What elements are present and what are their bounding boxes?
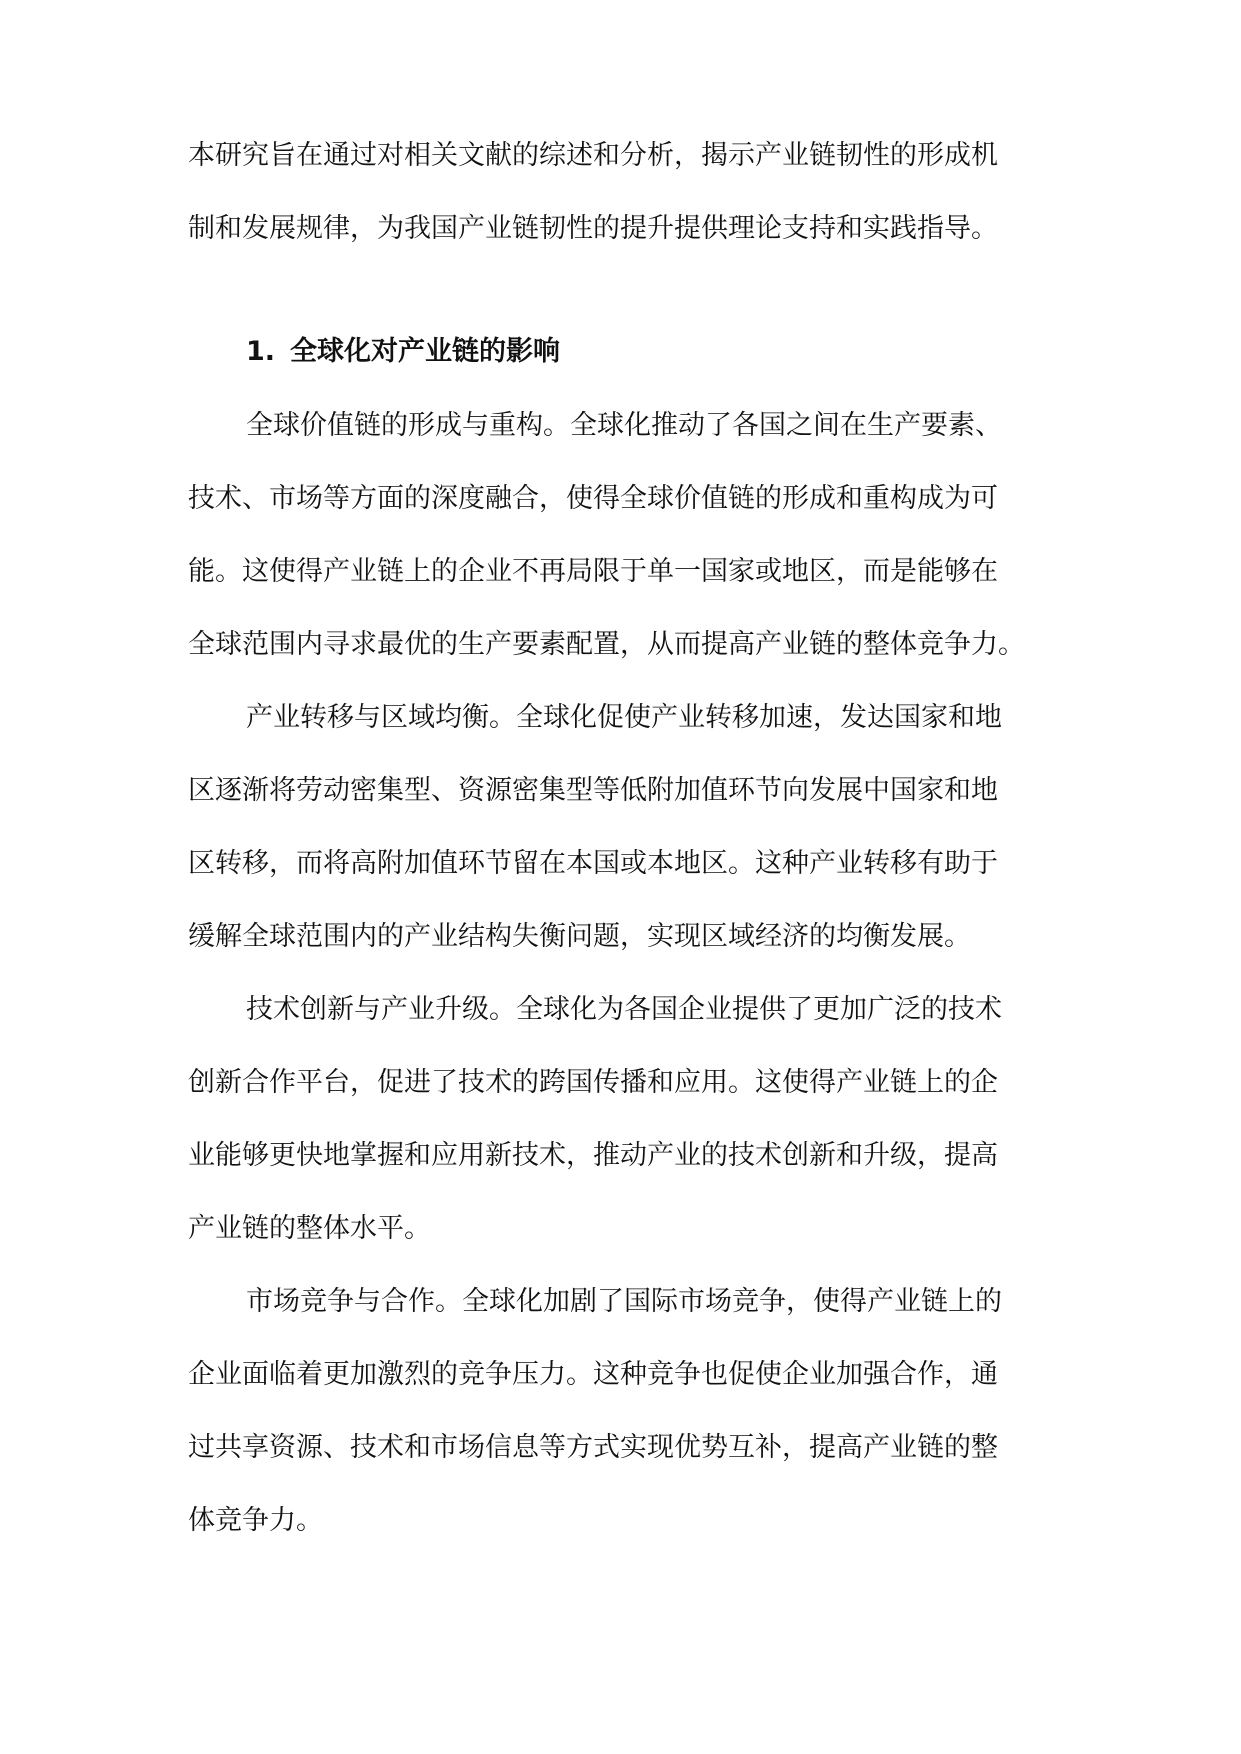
text-line: 本研究旨在通过对相关文献的综述和分析，揭示产业链韧性的形成机 xyxy=(188,140,998,171)
text-line: 全球价值链的形成与重构。全球化推动了各国之间在生产要素、 xyxy=(246,410,1002,441)
text-line: 技术创新与产业升级。全球化为各国企业提供了更加广泛的技术 xyxy=(246,994,1002,1025)
text-line: 产业链的整体水平。 xyxy=(188,1213,431,1244)
text-line: 制和发展规律，为我国产业链韧性的提升提供理论支持和实践指导。 xyxy=(188,213,998,244)
text-line: 区逐渐将劳动密集型、资源密集型等低附加值环节向发展中国家和地 xyxy=(188,775,998,806)
section-number: 1. xyxy=(246,336,276,367)
text-line: 区转移，而将高附加值环节留在本国或本地区。这种产业转移有助于 xyxy=(188,848,998,879)
text-line: 企业面临着更加激烈的竞争压力。这种竞争也促使企业加强合作，通 xyxy=(188,1359,998,1390)
text-line: 能。这使得产业链上的企业不再局限于单一国家或地区，而是能够在 xyxy=(188,556,998,587)
text-line: 全球范围内寻求最优的生产要素配置，从而提高产业链的整体竞争力。 xyxy=(188,629,1025,660)
text-line: 产业转移与区域均衡。全球化促使产业转移加速，发达国家和地 xyxy=(246,702,1002,733)
text-line: 技术、市场等方面的深度融合，使得全球价值链的形成和重构成为可 xyxy=(188,483,998,514)
text-line: 缓解全球范围内的产业结构失衡问题，实现区域经济的均衡发展。 xyxy=(188,921,971,952)
text-line: 市场竞争与合作。全球化加剧了国际市场竞争，使得产业链上的 xyxy=(246,1286,1002,1317)
text-line: 创新合作平台，促进了技术的跨国传播和应用。这使得产业链上的企 xyxy=(188,1067,998,1098)
text-line: 体竞争力。 xyxy=(188,1505,323,1536)
text-line: 过共享资源、技术和市场信息等方式实现优势互补，提高产业链的整 xyxy=(188,1432,998,1463)
section-title: 全球化对产业链的影响 xyxy=(290,336,560,367)
section-heading xyxy=(246,332,560,372)
text-line: 业能够更快地掌握和应用新技术，推动产业的技术创新和升级，提高 xyxy=(188,1140,998,1171)
